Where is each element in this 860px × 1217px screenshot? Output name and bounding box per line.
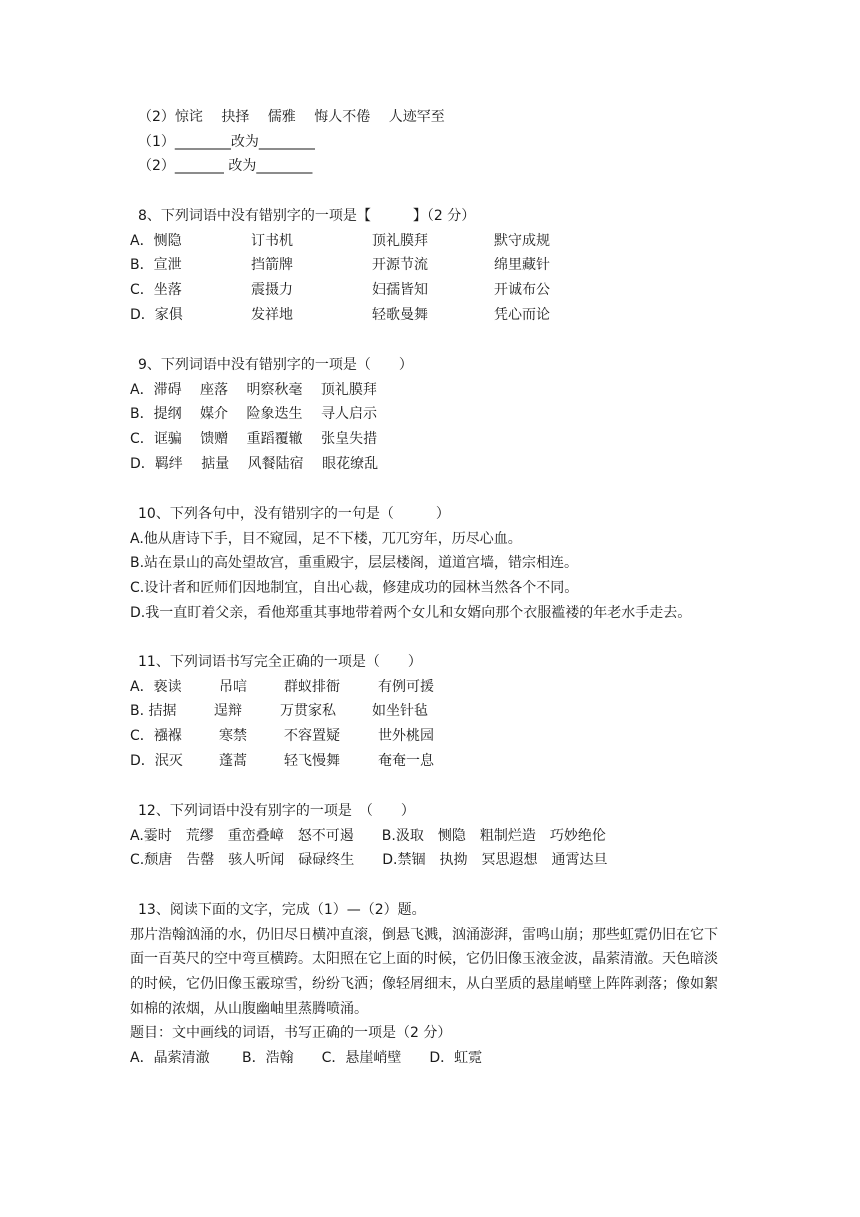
q7-answer-1: （1）________改为________ (138, 133, 315, 150)
option-cell: B. 拮据 (130, 703, 177, 720)
option-cell: 逞辩 (214, 703, 242, 720)
option-cell: 吊唁 (219, 678, 247, 695)
option-row: B．提纲 媒介 险象迭生 寻人启示 (130, 406, 377, 423)
question-title: 9、下列词语中没有错别字的一项是（ ） (138, 357, 413, 373)
option-cell: 轻飞慢舞 (284, 752, 340, 769)
option-row: C.颓唐 告罄 骇人听闻 碌碌终生 D.禁锢 执拗 冥思遐想 通霄达旦 (130, 852, 608, 869)
option-cell: A．恻隐 (130, 232, 182, 249)
question-9 (130, 353, 770, 476)
option-row: A．晶萦清澈 B．浩翰 C．悬崖峭壁 D．虹霓 (130, 1050, 483, 1067)
option-cell: 轻歌曼舞 (372, 306, 428, 323)
option-row: C．诓骗 馈赠 重蹈覆辙 张皇失措 (130, 431, 378, 448)
option-row (130, 749, 770, 774)
option-cell: 震摄力 (251, 282, 293, 299)
option-row (130, 278, 770, 303)
passage-line: 如棉的浓烟，从山腹幽岫里蒸腾喷涌。 (130, 1000, 368, 1017)
option-row: C.设计者和匠师们因地制宜，自出心裁，修建成功的园林当然各个不同。 (130, 580, 579, 597)
option-row (130, 724, 770, 749)
option-cell: 寒禁 (219, 728, 247, 745)
option-cell: 绵里藏针 (494, 257, 550, 274)
option-row: D.我一直盯着父亲，看他郑重其事地带着两个女儿和女婿向那个衣服褴褛的年老水手走去。 (130, 604, 692, 621)
q7-words-line: （2）惊诧 抉择 儒雅 悔人不倦 人迹罕至 (138, 109, 445, 125)
passage-line: 那片浩翰汹涌的水，仍旧尽日横冲直滚，倒悬飞溅，汹涌澎湃，雷鸣山崩；那些虹霓仍旧在它下 (130, 926, 718, 943)
option-cell: C．襁褓 (130, 728, 182, 745)
option-row: B.站在景山的高处望故宫，重重殿宇，层层楼阁，道道宫墙，错宗相连。 (130, 555, 579, 572)
option-cell: C．坐落 (130, 282, 182, 299)
question-10 (130, 502, 770, 625)
top-section (130, 105, 770, 179)
option-cell: 默守成规 (494, 232, 550, 249)
option-cell: 群蚁排衙 (284, 678, 340, 695)
option-cell: 蓬蒿 (219, 752, 247, 769)
option-row: A.霎时 荒缪 重峦叠嶂 怒不可遏 B.汲取 恻隐 粗制烂造 巧妙绝伦 (130, 827, 606, 844)
option-cell: 世外桃园 (378, 728, 434, 745)
option-cell: 订书机 (251, 232, 293, 249)
option-cell: D．泯灭 (130, 752, 183, 769)
question-title: 11、下列词语书写完全正确的一项是（ ） (138, 654, 422, 670)
option-cell: 有例可援 (378, 678, 434, 695)
q7-answer-2: （2）_______ 改为________ (138, 158, 313, 175)
option-cell: A．亵读 (130, 678, 182, 695)
option-row: A.他从唐诗下手，目不窥园，足不下楼，兀兀穷年，历尽心血。 (130, 530, 522, 547)
question-title: 8、下列词语中没有错别字的一项是【 】（2 分） (138, 208, 476, 224)
option-row (130, 253, 770, 278)
option-cell: B．宣泄 (130, 257, 182, 274)
option-cell: 奄奄一息 (378, 752, 434, 769)
option-row (130, 675, 770, 700)
question-title: 10、下列各句中，没有错别字的一句是（ ） (138, 506, 450, 522)
option-cell: 凭心而论 (494, 306, 550, 323)
option-cell: 妇孺皆知 (372, 282, 428, 299)
question-8 (130, 204, 770, 327)
option-cell: 如坐针毡 (372, 703, 428, 720)
option-cell: 发祥地 (251, 306, 293, 323)
question-13 (130, 898, 770, 1071)
option-row (130, 699, 770, 724)
question-12 (130, 799, 770, 873)
question-title: 12、下列词语中没有别字的一项是 （ ） (138, 803, 415, 819)
option-cell: D．家俱 (130, 306, 183, 323)
passage-line: 面一百英尺的空中弯亘横跨。太阳照在它上面的时候，它仍旧像玉液金波，晶萦清澈。天色暗淡 (130, 951, 718, 968)
option-row (130, 303, 770, 328)
option-cell: 开源节流 (372, 257, 428, 274)
option-cell: 开诚布公 (494, 282, 550, 299)
question-title: 13、阅读下面的文字，完成（1）—（2）题。 (138, 902, 426, 918)
option-cell: 顶礼膜拜 (372, 232, 428, 249)
option-row: A．滞碍 座落 明察秋毫 顶礼膜拜 (130, 381, 377, 398)
option-cell: 挡箭牌 (251, 257, 293, 274)
option-row (130, 229, 770, 254)
option-cell: 万贯家私 (280, 703, 336, 720)
sub-question: 题目：文中画线的词语，书写正确的一项是（2 分） (130, 1025, 452, 1042)
passage-line: 的时候，它仍旧像玉霰琼雪，纷纷飞洒；像轻屑细末，从白垩质的悬崖峭壁上阵阵剥落；像如絮 (130, 976, 718, 993)
option-cell: 不容置疑 (284, 728, 340, 745)
question-11 (130, 650, 770, 773)
option-row: D．羁绊 掂量 风餐陆宿 眼花缭乱 (130, 455, 379, 472)
